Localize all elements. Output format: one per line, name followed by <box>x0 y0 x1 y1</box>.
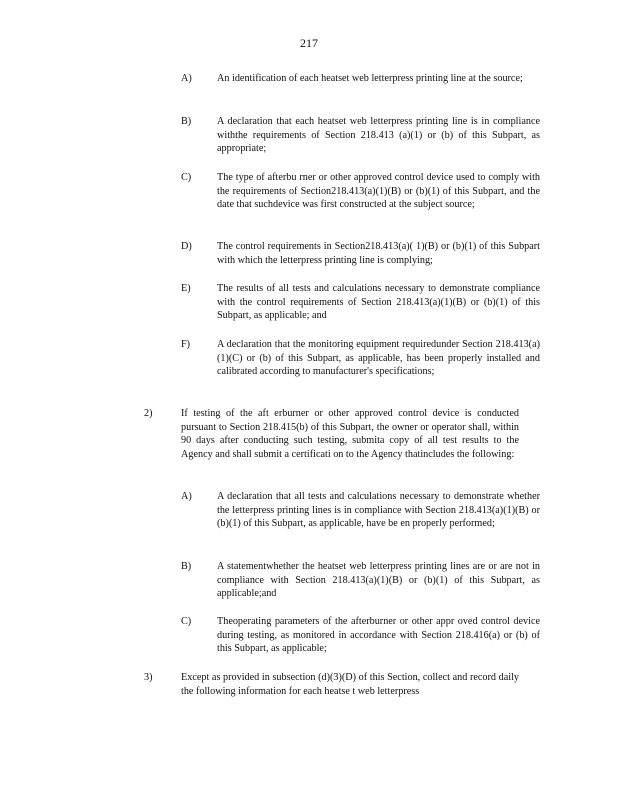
item-text: The control requirements in Section218.413(a)( 1)(B) or (b)(1) of this Subpart with which the letterpress printing line is complying; <box>217 241 540 266</box>
item-label: 3) <box>144 672 153 683</box>
item-text: A declaration that all tests and calculations necessary to demonstrate whether the letterpress printing lines is in compliance with Section 218.413(a)(1)(B) or (b)(1) of this Subpart, as applicable, have be en properly performed; <box>217 491 540 530</box>
item-text: Theoperating parameters of the afterburner or other appr oved control device during testing, as monitored in accordance with Section 218.416(a) or (b) of this Subpart, as applicable; <box>217 616 540 655</box>
item-label: D) <box>181 241 192 252</box>
item-text: A statementwhether the heatset web letterpress printing lines are or are not in compliance with Section 218.413(a)(1)(B) or (b)(1) of this Subpart, as applicable;and <box>217 561 540 600</box>
item-label: B) <box>181 116 192 127</box>
item-text: Except as provided in subsection (d)(3)(D) of this Section, collect and record daily the following information for each heatse t web letterpress <box>181 672 519 697</box>
item-text: A declaration that the monitoring equipment requiredunder Section 218.413(a)(1)(C) or (b) of this Subpart, as applicable, has been properly installed and calibrated according to manufacturer's specifications; <box>217 339 540 378</box>
item-label: A) <box>181 491 192 502</box>
item-label: 2) <box>144 408 153 419</box>
item-text: If testing of the aft erburner or other approved control device is conducted pursuant to Section 218.415(b) of this Subpart, the owner or operator shall, within 90 days after conducting such testing, submita copy of all test results to the Agency and shall submit a certificati on to the Agency thatincludes the following: <box>181 408 519 460</box>
item-label: E) <box>181 283 191 294</box>
item-text: The results of all tests and calculations necessary to demonstrate compliance with the control requirements of Section 218.413(a)(1)(B) or (b)(1) of this Subpart, as applicable; and <box>217 283 540 322</box>
page-number: 217 <box>300 36 318 50</box>
item-text: An identification of each heatset web letterpress printing line at the source; <box>217 73 523 84</box>
item-label: C) <box>181 616 192 627</box>
item-label: C) <box>181 172 192 183</box>
item-label: A) <box>181 73 192 84</box>
item-label: F) <box>181 339 191 350</box>
item-label: B) <box>181 561 192 572</box>
item-text: A declaration that each heatset web letterpress printing line is in compliance withthe requirements of Section 218.413 (a)(1) or (b) of this Subpart, as appropriate; <box>217 116 540 155</box>
item-text: The type of afterbu rner or other approved control device used to comply with the requirements of Section218.413(a)(1)(B) or (b)(1) of this Subpart, and the date that suchdevice was first constructed at the subject source; <box>217 172 540 211</box>
